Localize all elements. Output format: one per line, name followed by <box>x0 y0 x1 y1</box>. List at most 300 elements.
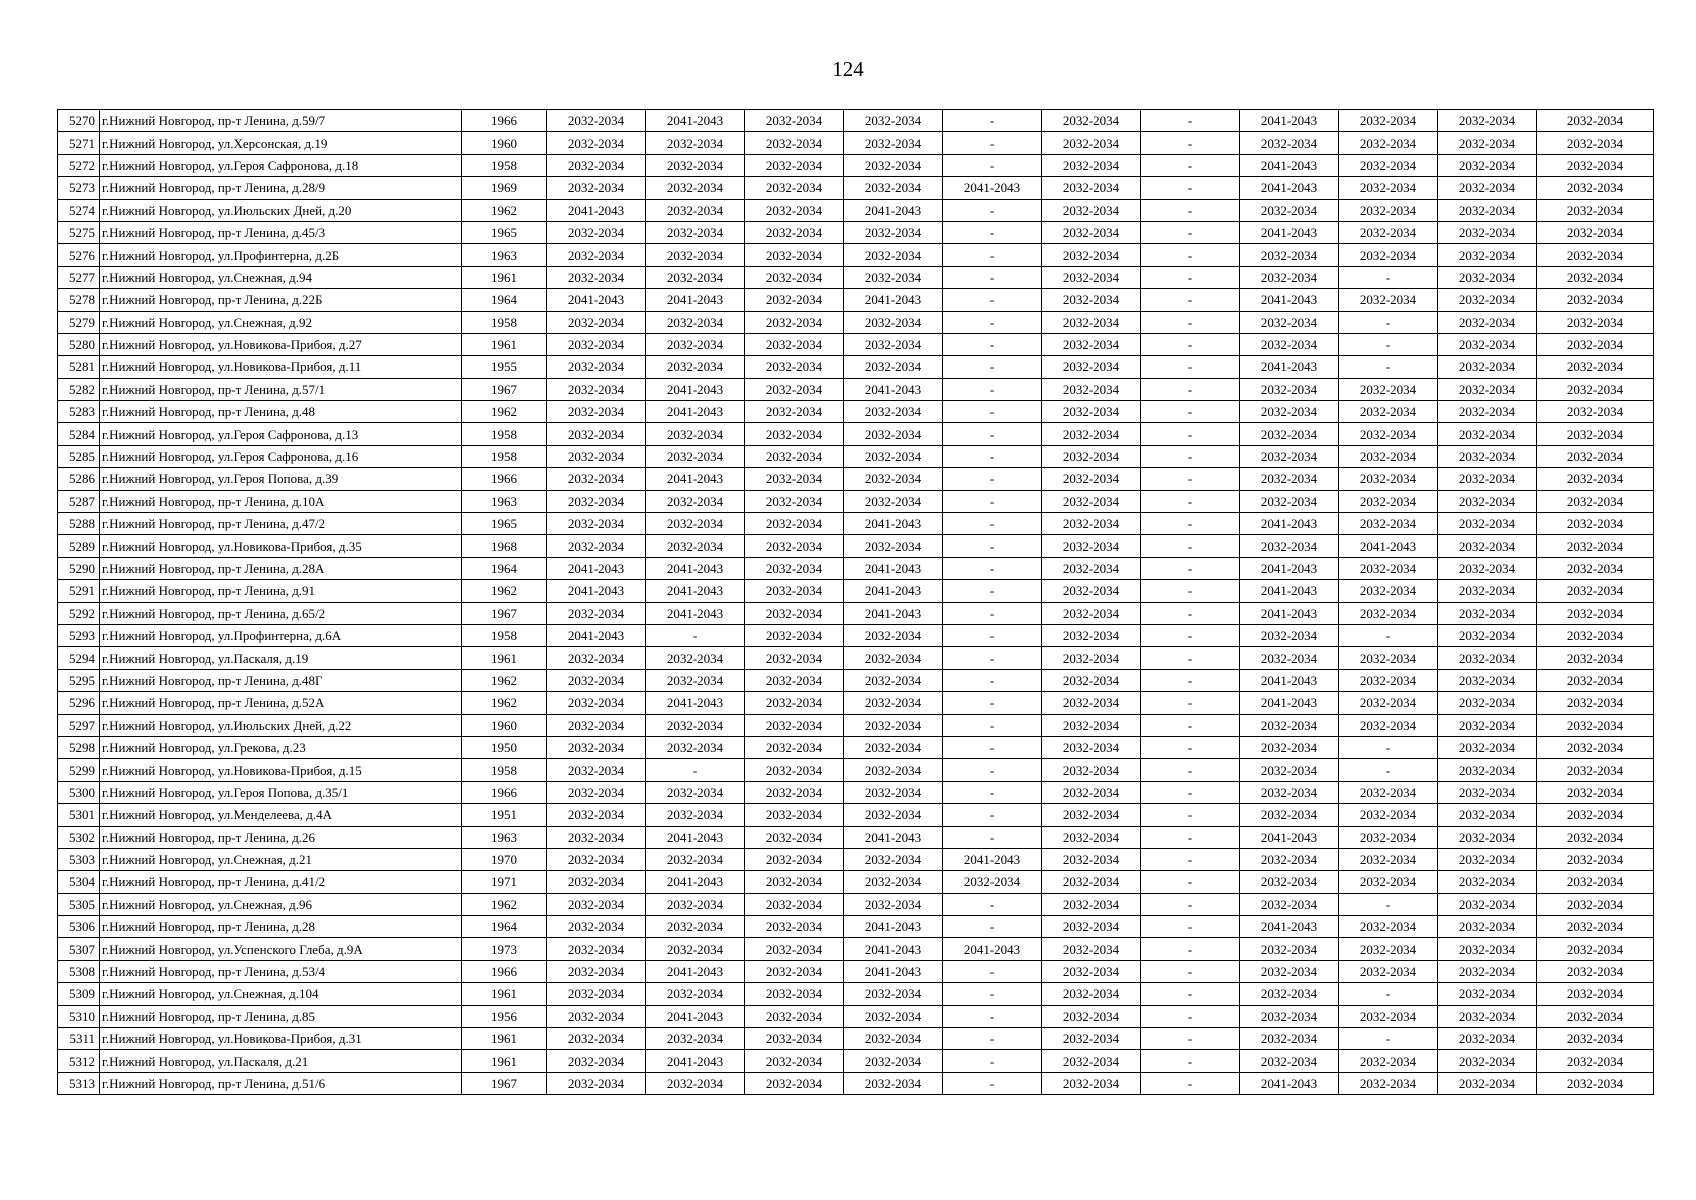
period-col-4-cell: 2032-2034 <box>844 221 943 243</box>
row-number-cell: 5279 <box>58 311 100 333</box>
period-col-3-cell: 2032-2034 <box>745 826 844 848</box>
period-col-4-cell: 2032-2034 <box>844 445 943 467</box>
period-col-7-cell: - <box>1141 244 1240 266</box>
period-col-2-cell: 2032-2034 <box>646 1072 745 1094</box>
period-col-11-cell: 2032-2034 <box>1537 871 1654 893</box>
period-col-4-cell: 2032-2034 <box>844 356 943 378</box>
period-col-7-cell: - <box>1141 221 1240 243</box>
period-col-4-cell: 2032-2034 <box>844 647 943 669</box>
table-row <box>58 1050 1654 1072</box>
period-col-5-cell: - <box>943 401 1042 423</box>
period-col-8-cell: 2032-2034 <box>1240 960 1339 982</box>
period-col-4-cell: 2032-2034 <box>844 1028 943 1050</box>
period-col-5-cell: - <box>943 311 1042 333</box>
period-col-10-cell: 2032-2034 <box>1438 266 1537 288</box>
period-col-4-cell: 2032-2034 <box>844 132 943 154</box>
period-col-9-cell: - <box>1339 759 1438 781</box>
period-col-4-cell: 2032-2034 <box>844 736 943 758</box>
year-built-cell: 1958 <box>462 624 547 646</box>
row-number-cell: 5294 <box>58 647 100 669</box>
table-row <box>58 557 1654 579</box>
period-col-8-cell: 2032-2034 <box>1240 535 1339 557</box>
period-col-5-cell: 2041-2043 <box>943 938 1042 960</box>
period-col-5-cell: - <box>943 826 1042 848</box>
period-col-5-cell: - <box>943 1050 1042 1072</box>
period-col-6-cell: 2032-2034 <box>1042 714 1141 736</box>
period-col-8-cell: 2032-2034 <box>1240 378 1339 400</box>
period-col-3-cell: 2032-2034 <box>745 423 844 445</box>
period-col-2-cell: 2041-2043 <box>646 826 745 848</box>
period-col-11-cell: 2032-2034 <box>1537 311 1654 333</box>
period-col-2-cell: 2032-2034 <box>646 311 745 333</box>
period-col-11-cell: 2032-2034 <box>1537 557 1654 579</box>
period-col-10-cell: 2032-2034 <box>1438 692 1537 714</box>
table-row <box>58 244 1654 266</box>
table-row <box>58 513 1654 535</box>
period-col-6-cell: 2032-2034 <box>1042 647 1141 669</box>
period-col-5-cell: - <box>943 983 1042 1005</box>
period-col-8-cell: 2041-2043 <box>1240 580 1339 602</box>
period-col-3-cell: 2032-2034 <box>745 535 844 557</box>
period-col-2-cell: 2032-2034 <box>646 266 745 288</box>
row-number-cell: 5288 <box>58 513 100 535</box>
year-built-cell: 1968 <box>462 535 547 557</box>
period-col-9-cell: 2032-2034 <box>1339 378 1438 400</box>
period-col-7-cell: - <box>1141 804 1240 826</box>
period-col-10-cell: 2032-2034 <box>1438 1072 1537 1094</box>
period-col-1-cell: 2032-2034 <box>547 266 646 288</box>
table-row <box>58 445 1654 467</box>
period-col-5-cell: - <box>943 1028 1042 1050</box>
period-col-8-cell: 2041-2043 <box>1240 289 1339 311</box>
period-col-5-cell: - <box>943 759 1042 781</box>
year-built-cell: 1960 <box>462 714 547 736</box>
period-col-1-cell: 2032-2034 <box>547 1050 646 1072</box>
period-col-6-cell: 2032-2034 <box>1042 736 1141 758</box>
period-col-7-cell: - <box>1141 938 1240 960</box>
period-col-6-cell: 2032-2034 <box>1042 938 1141 960</box>
address-cell: г.Нижний Новгород, ул.Июльских Дней, д.22 <box>100 714 462 736</box>
period-col-6-cell: 2032-2034 <box>1042 1050 1141 1072</box>
period-col-1-cell: 2032-2034 <box>547 848 646 870</box>
row-number-cell: 5293 <box>58 624 100 646</box>
period-col-11-cell: 2032-2034 <box>1537 423 1654 445</box>
year-built-cell: 1973 <box>462 938 547 960</box>
period-col-5-cell: - <box>943 513 1042 535</box>
period-col-6-cell: 2032-2034 <box>1042 580 1141 602</box>
period-col-7-cell: - <box>1141 177 1240 199</box>
period-col-7-cell: - <box>1141 759 1240 781</box>
year-built-cell: 1960 <box>462 132 547 154</box>
period-col-5-cell: - <box>943 1072 1042 1094</box>
period-col-3-cell: 2032-2034 <box>745 647 844 669</box>
period-col-11-cell: 2032-2034 <box>1537 356 1654 378</box>
period-col-6-cell: 2032-2034 <box>1042 916 1141 938</box>
table-row <box>58 938 1654 960</box>
address-cell: г.Нижний Новгород, ул.Грекова, д.23 <box>100 736 462 758</box>
year-built-cell: 1962 <box>462 580 547 602</box>
table-row <box>58 266 1654 288</box>
row-number-cell: 5274 <box>58 199 100 221</box>
period-col-1-cell: 2032-2034 <box>547 154 646 176</box>
period-col-10-cell: 2032-2034 <box>1438 602 1537 624</box>
period-col-11-cell: 2032-2034 <box>1537 244 1654 266</box>
period-col-8-cell: 2041-2043 <box>1240 513 1339 535</box>
period-col-10-cell: 2032-2034 <box>1438 132 1537 154</box>
period-col-11-cell: 2032-2034 <box>1537 221 1654 243</box>
period-col-10-cell: 2032-2034 <box>1438 938 1537 960</box>
period-col-3-cell: 2032-2034 <box>745 602 844 624</box>
period-col-3-cell: 2032-2034 <box>745 871 844 893</box>
address-cell: г.Нижний Новгород, пр-т Ленина, д.41/2 <box>100 871 462 893</box>
period-col-2-cell: 2032-2034 <box>646 154 745 176</box>
period-col-3-cell: 2032-2034 <box>745 311 844 333</box>
period-col-6-cell: 2032-2034 <box>1042 490 1141 512</box>
period-col-9-cell: 2032-2034 <box>1339 468 1438 490</box>
period-col-8-cell: 2032-2034 <box>1240 423 1339 445</box>
row-number-cell: 5302 <box>58 826 100 848</box>
period-col-2-cell: 2032-2034 <box>646 445 745 467</box>
period-col-5-cell: - <box>943 647 1042 669</box>
period-col-11-cell: 2032-2034 <box>1537 602 1654 624</box>
table-row <box>58 132 1654 154</box>
period-col-2-cell: 2032-2034 <box>646 490 745 512</box>
address-cell: г.Нижний Новгород, пр-т Ленина, д.48Г <box>100 669 462 691</box>
period-col-9-cell: 2032-2034 <box>1339 557 1438 579</box>
address-cell: г.Нижний Новгород, ул.Героя Попова, д.39 <box>100 468 462 490</box>
period-col-1-cell: 2041-2043 <box>547 624 646 646</box>
year-built-cell: 1961 <box>462 1050 547 1072</box>
address-cell: г.Нижний Новгород, ул.Новикова-Прибоя, д.27 <box>100 333 462 355</box>
period-col-3-cell: 2032-2034 <box>745 468 844 490</box>
period-col-10-cell: 2032-2034 <box>1438 513 1537 535</box>
period-col-1-cell: 2032-2034 <box>547 535 646 557</box>
table-row <box>58 647 1654 669</box>
period-col-6-cell: 2032-2034 <box>1042 423 1141 445</box>
table-row <box>58 468 1654 490</box>
period-col-10-cell: 2032-2034 <box>1438 445 1537 467</box>
period-col-11-cell: 2032-2034 <box>1537 916 1654 938</box>
period-col-2-cell: 2032-2034 <box>646 356 745 378</box>
period-col-6-cell: 2032-2034 <box>1042 266 1141 288</box>
period-col-7-cell: - <box>1141 714 1240 736</box>
period-col-1-cell: 2032-2034 <box>547 736 646 758</box>
year-built-cell: 1964 <box>462 916 547 938</box>
period-col-8-cell: 2032-2034 <box>1240 445 1339 467</box>
address-cell: г.Нижний Новгород, пр-т Ленина, д.10А <box>100 490 462 512</box>
period-col-11-cell: 2032-2034 <box>1537 983 1654 1005</box>
period-col-6-cell: 2032-2034 <box>1042 311 1141 333</box>
period-col-3-cell: 2032-2034 <box>745 110 844 132</box>
period-col-4-cell: 2041-2043 <box>844 916 943 938</box>
period-col-11-cell: 2032-2034 <box>1537 1028 1654 1050</box>
period-col-3-cell: 2032-2034 <box>745 289 844 311</box>
period-col-3-cell: 2032-2034 <box>745 736 844 758</box>
period-col-9-cell: - <box>1339 1028 1438 1050</box>
period-col-3-cell: 2032-2034 <box>745 401 844 423</box>
address-cell: г.Нижний Новгород, пр-т Ленина, д.51/6 <box>100 1072 462 1094</box>
period-col-7-cell: - <box>1141 311 1240 333</box>
period-col-11-cell: 2032-2034 <box>1537 848 1654 870</box>
period-col-7-cell: - <box>1141 848 1240 870</box>
period-col-11-cell: 2032-2034 <box>1537 781 1654 803</box>
row-number-cell: 5278 <box>58 289 100 311</box>
period-col-7-cell: - <box>1141 289 1240 311</box>
period-col-4-cell: 2041-2043 <box>844 602 943 624</box>
address-cell: г.Нижний Новгород, пр-т Ленина, д.28 <box>100 916 462 938</box>
period-col-9-cell: 2032-2034 <box>1339 110 1438 132</box>
year-built-cell: 1971 <box>462 871 547 893</box>
period-col-7-cell: - <box>1141 580 1240 602</box>
period-col-8-cell: 2032-2034 <box>1240 893 1339 915</box>
period-col-11-cell: 2032-2034 <box>1537 401 1654 423</box>
period-col-5-cell: - <box>943 557 1042 579</box>
period-col-7-cell: - <box>1141 871 1240 893</box>
year-built-cell: 1958 <box>462 445 547 467</box>
period-col-6-cell: 2032-2034 <box>1042 289 1141 311</box>
address-cell: г.Нижний Новгород, пр-т Ленина, д.28А <box>100 557 462 579</box>
period-col-11-cell: 2032-2034 <box>1537 132 1654 154</box>
year-built-cell: 1956 <box>462 1005 547 1027</box>
period-col-5-cell: - <box>943 960 1042 982</box>
period-col-5-cell: - <box>943 110 1042 132</box>
row-number-cell: 5290 <box>58 557 100 579</box>
period-col-6-cell: 2032-2034 <box>1042 221 1141 243</box>
year-built-cell: 1961 <box>462 647 547 669</box>
year-built-cell: 1951 <box>462 804 547 826</box>
period-col-3-cell: 2032-2034 <box>745 1072 844 1094</box>
period-col-10-cell: 2032-2034 <box>1438 557 1537 579</box>
period-col-8-cell: 2032-2034 <box>1240 311 1339 333</box>
period-col-1-cell: 2032-2034 <box>547 983 646 1005</box>
address-cell: г.Нижний Новгород, пр-т Ленина, д.48 <box>100 401 462 423</box>
period-col-8-cell: 2041-2043 <box>1240 826 1339 848</box>
address-cell: г.Нижний Новгород, ул.Паскаля, д.21 <box>100 1050 462 1072</box>
period-col-6-cell: 2032-2034 <box>1042 848 1141 870</box>
period-col-1-cell: 2032-2034 <box>547 333 646 355</box>
year-built-cell: 1958 <box>462 311 547 333</box>
period-col-10-cell: 2032-2034 <box>1438 714 1537 736</box>
period-col-2-cell: 2041-2043 <box>646 1050 745 1072</box>
period-col-8-cell: 2032-2034 <box>1240 132 1339 154</box>
row-number-cell: 5308 <box>58 960 100 982</box>
table-row <box>58 669 1654 691</box>
period-col-2-cell: 2032-2034 <box>646 199 745 221</box>
period-col-1-cell: 2032-2034 <box>547 513 646 535</box>
address-cell: г.Нижний Новгород, пр-т Ленина, д.59/7 <box>100 110 462 132</box>
period-col-8-cell: 2041-2043 <box>1240 1072 1339 1094</box>
period-col-10-cell: 2032-2034 <box>1438 289 1537 311</box>
period-col-7-cell: - <box>1141 423 1240 445</box>
period-col-6-cell: 2032-2034 <box>1042 960 1141 982</box>
period-col-2-cell: 2041-2043 <box>646 960 745 982</box>
table-row <box>58 356 1654 378</box>
period-col-4-cell: 2041-2043 <box>844 580 943 602</box>
period-col-4-cell: 2032-2034 <box>844 871 943 893</box>
period-col-4-cell: 2032-2034 <box>844 154 943 176</box>
row-number-cell: 5306 <box>58 916 100 938</box>
period-col-9-cell: - <box>1339 356 1438 378</box>
period-col-7-cell: - <box>1141 110 1240 132</box>
period-col-7-cell: - <box>1141 893 1240 915</box>
period-col-9-cell: - <box>1339 736 1438 758</box>
period-col-3-cell: 2032-2034 <box>745 1028 844 1050</box>
period-col-7-cell: - <box>1141 513 1240 535</box>
table-row <box>58 221 1654 243</box>
period-col-5-cell: - <box>943 893 1042 915</box>
year-built-cell: 1967 <box>462 378 547 400</box>
table-row <box>58 1005 1654 1027</box>
period-col-5-cell: - <box>943 714 1042 736</box>
period-col-4-cell: 2032-2034 <box>844 624 943 646</box>
period-col-7-cell: - <box>1141 154 1240 176</box>
period-col-10-cell: 2032-2034 <box>1438 378 1537 400</box>
period-col-4-cell: 2032-2034 <box>844 1072 943 1094</box>
period-col-8-cell: 2032-2034 <box>1240 244 1339 266</box>
period-col-5-cell: - <box>943 423 1042 445</box>
period-col-8-cell: 2041-2043 <box>1240 110 1339 132</box>
row-number-cell: 5292 <box>58 602 100 624</box>
period-col-1-cell: 2032-2034 <box>547 1028 646 1050</box>
address-cell: г.Нижний Новгород, пр-т Ленина, д.85 <box>100 1005 462 1027</box>
period-col-4-cell: 2032-2034 <box>844 177 943 199</box>
period-col-5-cell: - <box>943 132 1042 154</box>
period-col-6-cell: 2032-2034 <box>1042 1028 1141 1050</box>
period-col-9-cell: - <box>1339 624 1438 646</box>
period-col-2-cell: 2032-2034 <box>646 736 745 758</box>
period-col-3-cell: 2032-2034 <box>745 445 844 467</box>
period-col-4-cell: 2032-2034 <box>844 535 943 557</box>
period-col-1-cell: 2032-2034 <box>547 804 646 826</box>
period-col-5-cell: - <box>943 804 1042 826</box>
row-number-cell: 5298 <box>58 736 100 758</box>
period-col-10-cell: 2032-2034 <box>1438 624 1537 646</box>
period-col-6-cell: 2032-2034 <box>1042 804 1141 826</box>
table-row <box>58 1028 1654 1050</box>
row-number-cell: 5270 <box>58 110 100 132</box>
period-col-6-cell: 2032-2034 <box>1042 401 1141 423</box>
period-col-1-cell: 2032-2034 <box>547 826 646 848</box>
period-col-8-cell: 2041-2043 <box>1240 154 1339 176</box>
period-col-1-cell: 2032-2034 <box>547 602 646 624</box>
period-col-7-cell: - <box>1141 490 1240 512</box>
period-col-9-cell: 2041-2043 <box>1339 535 1438 557</box>
period-col-9-cell: 2032-2034 <box>1339 960 1438 982</box>
period-col-7-cell: - <box>1141 557 1240 579</box>
period-col-4-cell: 2032-2034 <box>844 401 943 423</box>
period-col-4-cell: 2041-2043 <box>844 378 943 400</box>
period-col-11-cell: 2032-2034 <box>1537 624 1654 646</box>
period-col-9-cell: 2032-2034 <box>1339 871 1438 893</box>
address-cell: г.Нижний Новгород, ул.Снежная, д.94 <box>100 266 462 288</box>
period-col-2-cell: 2041-2043 <box>646 871 745 893</box>
period-col-11-cell: 2032-2034 <box>1537 893 1654 915</box>
address-cell: г.Нижний Новгород, пр-т Ленина, д.22Б <box>100 289 462 311</box>
period-col-3-cell: 2032-2034 <box>745 132 844 154</box>
period-col-3-cell: 2032-2034 <box>745 1005 844 1027</box>
row-number-cell: 5280 <box>58 333 100 355</box>
row-number-cell: 5309 <box>58 983 100 1005</box>
period-col-4-cell: 2041-2043 <box>844 938 943 960</box>
period-col-2-cell: 2041-2043 <box>646 602 745 624</box>
period-col-6-cell: 2032-2034 <box>1042 110 1141 132</box>
year-built-cell: 1966 <box>462 110 547 132</box>
period-col-7-cell: - <box>1141 199 1240 221</box>
row-number-cell: 5285 <box>58 445 100 467</box>
address-cell: г.Нижний Новгород, ул.Херсонская, д.19 <box>100 132 462 154</box>
period-col-8-cell: 2032-2034 <box>1240 624 1339 646</box>
period-col-1-cell: 2032-2034 <box>547 669 646 691</box>
period-col-8-cell: 2032-2034 <box>1240 199 1339 221</box>
period-col-3-cell: 2032-2034 <box>745 513 844 535</box>
year-built-cell: 1965 <box>462 513 547 535</box>
period-col-11-cell: 2032-2034 <box>1537 804 1654 826</box>
period-col-11-cell: 2032-2034 <box>1537 669 1654 691</box>
period-col-5-cell: - <box>943 378 1042 400</box>
period-col-1-cell: 2032-2034 <box>547 647 646 669</box>
period-col-9-cell: - <box>1339 893 1438 915</box>
address-cell: г.Нижний Новгород, ул.Снежная, д.21 <box>100 848 462 870</box>
period-col-6-cell: 2032-2034 <box>1042 356 1141 378</box>
address-cell: г.Нижний Новгород, ул.Снежная, д.104 <box>100 983 462 1005</box>
period-col-8-cell: 2032-2034 <box>1240 468 1339 490</box>
period-col-2-cell: 2032-2034 <box>646 333 745 355</box>
period-col-10-cell: 2032-2034 <box>1438 826 1537 848</box>
period-col-6-cell: 2032-2034 <box>1042 893 1141 915</box>
year-built-cell: 1950 <box>462 736 547 758</box>
period-col-6-cell: 2032-2034 <box>1042 333 1141 355</box>
period-col-1-cell: 2032-2034 <box>547 401 646 423</box>
period-col-3-cell: 2032-2034 <box>745 221 844 243</box>
row-number-cell: 5299 <box>58 759 100 781</box>
year-built-cell: 1963 <box>462 244 547 266</box>
year-built-cell: 1966 <box>462 468 547 490</box>
period-col-7-cell: - <box>1141 378 1240 400</box>
year-built-cell: 1958 <box>462 423 547 445</box>
row-number-cell: 5282 <box>58 378 100 400</box>
table-row <box>58 1072 1654 1094</box>
period-col-6-cell: 2032-2034 <box>1042 557 1141 579</box>
table-row <box>58 602 1654 624</box>
period-col-7-cell: - <box>1141 781 1240 803</box>
address-cell: г.Нижний Новгород, пр-т Ленина, д.47/2 <box>100 513 462 535</box>
period-col-4-cell: 2032-2034 <box>844 333 943 355</box>
row-number-cell: 5296 <box>58 692 100 714</box>
year-built-cell: 1969 <box>462 177 547 199</box>
period-col-4-cell: 2032-2034 <box>844 714 943 736</box>
period-col-4-cell: 2032-2034 <box>844 423 943 445</box>
period-col-5-cell: - <box>943 736 1042 758</box>
period-col-8-cell: 2032-2034 <box>1240 938 1339 960</box>
period-col-9-cell: 2032-2034 <box>1339 647 1438 669</box>
period-col-11-cell: 2032-2034 <box>1537 535 1654 557</box>
period-col-5-cell: - <box>943 602 1042 624</box>
period-col-8-cell: 2032-2034 <box>1240 333 1339 355</box>
year-built-cell: 1962 <box>462 199 547 221</box>
period-col-4-cell: 2032-2034 <box>844 244 943 266</box>
period-col-10-cell: 2032-2034 <box>1438 916 1537 938</box>
period-col-9-cell: 2032-2034 <box>1339 244 1438 266</box>
period-col-8-cell: 2032-2034 <box>1240 736 1339 758</box>
period-col-7-cell: - <box>1141 983 1240 1005</box>
period-col-8-cell: 2032-2034 <box>1240 266 1339 288</box>
period-col-5-cell: - <box>943 356 1042 378</box>
period-col-3-cell: 2032-2034 <box>745 154 844 176</box>
period-col-10-cell: 2032-2034 <box>1438 893 1537 915</box>
period-col-1-cell: 2032-2034 <box>547 1005 646 1027</box>
period-col-1-cell: 2032-2034 <box>547 244 646 266</box>
period-col-11-cell: 2032-2034 <box>1537 1005 1654 1027</box>
